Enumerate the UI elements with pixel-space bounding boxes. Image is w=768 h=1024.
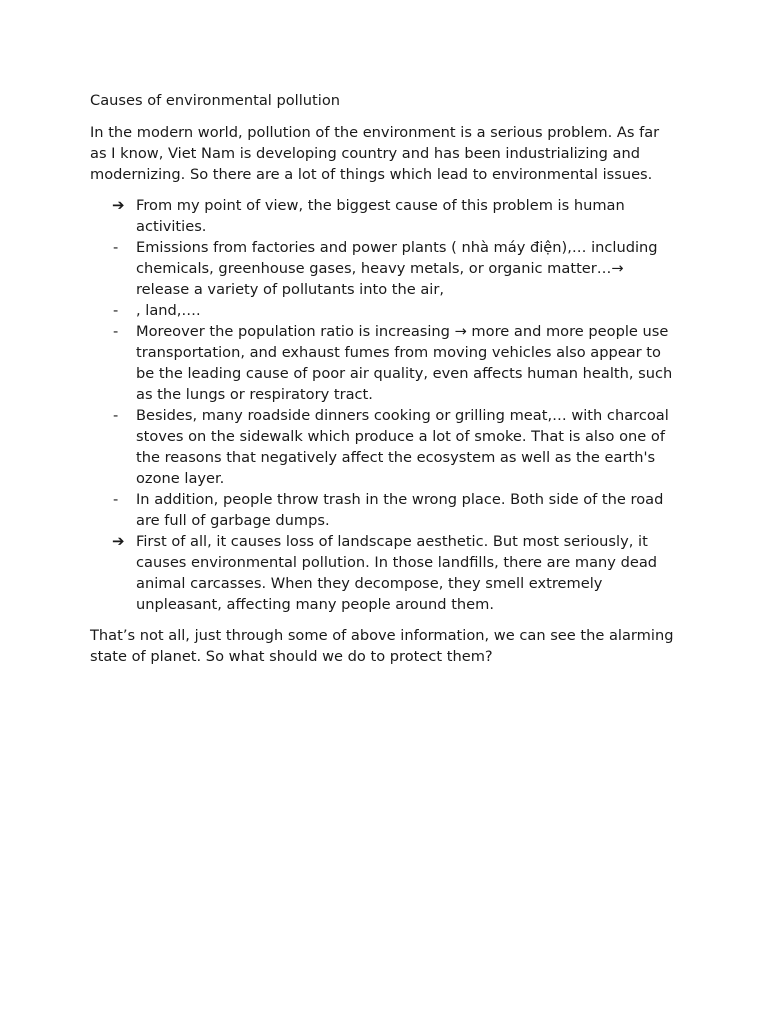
conclusion-paragraph: That’s not all, just through some of above information, we can see the alarming state of planet. So what should we do to protect them? bbox=[90, 627, 674, 665]
list-item bbox=[90, 300, 680, 321]
list-item-text: In addition, people throw trash in the wrong place. Both side of the road are full of garbage dumps. bbox=[136, 491, 664, 529]
list-item-text: Moreover the population ratio is increasing → more and more people use transportation, and exhaust fumes from moving vehicles also appear to be the leading cause of poor air quality, even affects human health, such as the lungs or respiratory tract. bbox=[136, 323, 673, 403]
list-item-text: From my point of view, the biggest cause of this problem is human activities. bbox=[136, 197, 625, 235]
document-page bbox=[90, 90, 680, 667]
dash-bullet: - bbox=[113, 302, 119, 319]
arrow-bullet-icon: ➔ bbox=[112, 532, 125, 550]
list-item bbox=[90, 195, 680, 237]
list-item bbox=[90, 489, 680, 531]
list-item-text: Besides, many roadside dinners cooking or grilling meat,… with charcoal stoves on the sidewalk which produce a lot of smoke. That is also one of the reasons that negatively affect the ecosystem as well as the earth's ozone layer. bbox=[136, 407, 669, 487]
dash-bullet: - bbox=[113, 323, 119, 340]
arrow-bullet-icon: ➔ bbox=[112, 196, 125, 214]
list-item-text: , land,…. bbox=[136, 302, 201, 319]
cause-list bbox=[90, 195, 680, 615]
document-title: Causes of environmental pollution bbox=[90, 92, 340, 109]
list-item bbox=[90, 321, 680, 405]
dash-bullet: - bbox=[113, 407, 119, 424]
intro-paragraph: In the modern world, pollution of the environment is a serious problem. As far as I know, Viet Nam is developing country and has been industrializing and modernizing. So there are a lot of things which lead to environmental issues. bbox=[90, 124, 660, 183]
list-item-text: First of all, it causes loss of landscape aesthetic. But most seriously, it causes environmental pollution. In those landfills, there are many dead animal carcasses. When they decompose, they smell extremely unpleasant, affecting many people around them. bbox=[136, 533, 658, 613]
list-item bbox=[90, 405, 680, 489]
list-item bbox=[90, 237, 680, 300]
dash-bullet: - bbox=[113, 491, 119, 508]
list-item-text: Emissions from factories and power plants ( nhà máy điện),… including chemicals, greenhouse gases, heavy metals, or organic matter…→ release a variety of pollutants into the air, bbox=[136, 239, 658, 298]
list-item bbox=[90, 531, 680, 615]
dash-bullet: - bbox=[113, 239, 119, 256]
